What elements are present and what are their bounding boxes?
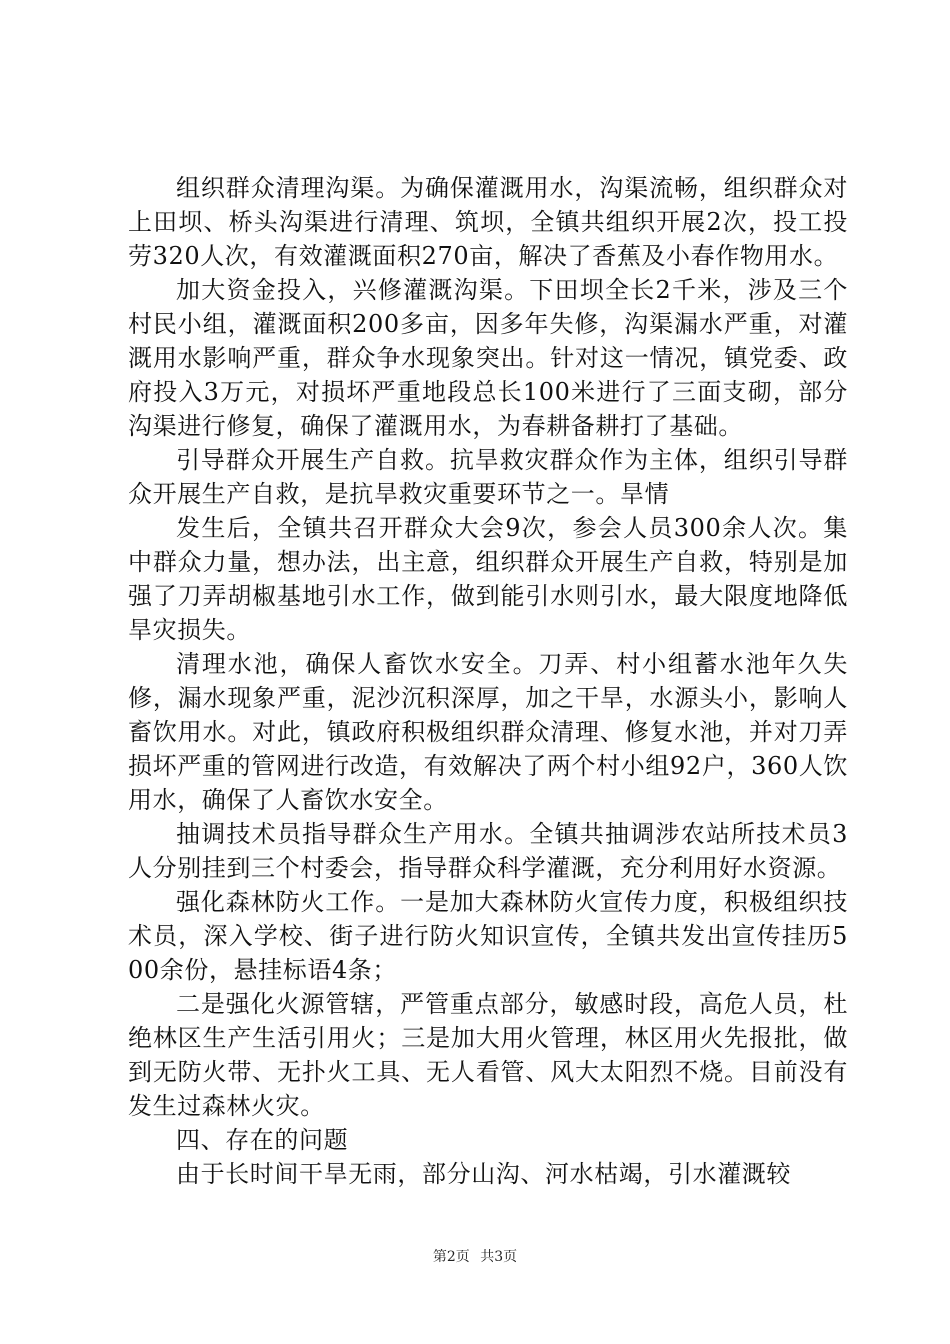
page-footer [0,1246,950,1266]
section-heading: 四、存在的问题 [176,1126,349,1154]
paragraph: 发生后，全镇共召开群众大会9次，参会人员300余人次。集中群众力量，想办法，出主意，组织群众开展生产自救，特别是加强了刀弄胡椒基地引水工作，做到能引水则引水，最大限度地降低旱灾损失。 [128,514,848,644]
page-number: 第2页 [432,1249,470,1265]
paragraph: 抽调技术员指导群众生产用水。全镇共抽调涉农站所技术员3人分别挂到三个村委会，指导群众科学灌溉，充分利用好水资源。 [128,820,848,882]
paragraph: 加大资金投入，兴修灌溉沟渠。下田坝全长2千米，涉及三个村民小组，灌溉面积200多亩，因多年失修，沟渠漏水严重，对灌溉用水影响严重，群众争水现象突出。针对这一情况，镇党委、政府投入3万元，对损坏严重地段总长100米进行了三面支砌，部分沟渠进行修复，确保了灌溉用水，为春耕备耕打了基础。 [128,276,848,440]
paragraph: 引导群众开展生产自救。抗旱救灾群众作为主体，组织引导群众开展生产自救，是抗旱救灾重要环节之一。旱情 [128,446,848,508]
paragraph: 由于长时间干旱无雨，部分山沟、河水枯竭，引水灌溉较 [176,1160,791,1188]
body-text [128,171,848,1191]
page-total: 共3页 [480,1249,518,1265]
paragraph: 组织群众清理沟渠。为确保灌溉用水，沟渠流畅，组织群众对上田坝、桥头沟渠进行清理、筑坝，全镇共组织开展2次，投工投劳320人次，有效灌溉面积270亩，解决了香蕉及小春作物用水。 [128,174,848,270]
paragraph: 清理水池，确保人畜饮水安全。刀弄、村小组蓄水池年久失修，漏水现象严重，泥沙沉积深厚，加之干旱，水源头小，影响人畜饮用水。对此，镇政府积极组织群众清理、修复水池，并对刀弄损坏严重的管网进行改造，有效解决了两个村小组92户，360人饮用水，确保了人畜饮水安全。 [128,650,848,814]
paragraph: 二是强化火源管辖，严管重点部分，敏感时段，高危人员，杜绝林区生产生活引用火；三是加大用火管理，林区用火先报批，做到无防火带、无扑火工具、无人看管、风大太阳烈不烧。目前没有发生过森林火灾。 [128,990,848,1120]
paragraph: 强化森林防火工作。一是加大森林防火宣传力度，积极组织技术员，深入学校、街子进行防火知识宣传，全镇共发出宣传挂历500余份，悬挂标语4条； [128,888,848,984]
